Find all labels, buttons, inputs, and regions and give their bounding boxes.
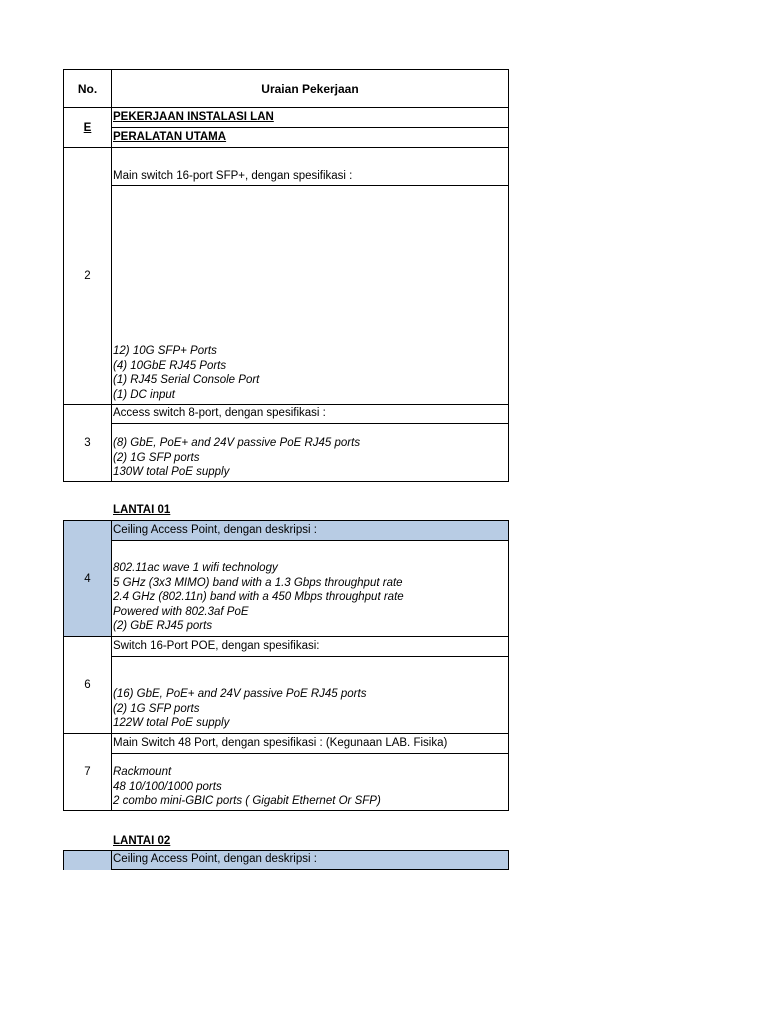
row4-no-cell [63,520,112,637]
section-code: E [83,121,92,134]
row8-title: Ceiling Access Point, dengan deskripsi : [113,853,317,865]
row8-no-cell [63,850,112,870]
row4-title: Ceiling Access Point, dengan deskripsi : [113,524,317,536]
row4-no: 4 [84,572,91,585]
row6-title: Switch 16-Port POE, dengan spesifikasi: [113,640,320,652]
row2-no-cell [63,147,112,405]
row3-spec-2: (2) 1G SFP ports [113,451,200,464]
row3-no: 3 [84,437,91,449]
row2-spec-3: (1) RJ45 Serial Console Port [113,374,260,386]
header-uraian-cell [111,69,509,108]
row3-no-cell [63,404,112,482]
row6-spec-1: (16) GbE, PoE+ and 24V passive PoE RJ45 ports [113,688,367,700]
row2-spec-2: (4) 10GbE RJ45 Ports [113,359,227,372]
row6-spec-3: 122W total PoE supply [113,717,230,729]
row6-no-cell [63,636,112,734]
header-uraian: Uraian Pekerjaan [261,81,359,96]
row7-spec-2: 48 10/100/1000 ports [113,780,222,793]
row7-no-cell [63,733,112,811]
section-subtitle: PERALATAN UTAMA [113,131,227,143]
row7-no: 7 [84,766,91,778]
row6-spec-2: (2) 1G SFP ports [113,702,200,715]
row4-spec-1: 802.11ac wave 1 wifi technology [113,562,278,574]
row3-title: Access switch 8-port, dengan spesifikasi : [113,407,326,419]
row4-spec-5: (2) GbE RJ45 ports [113,620,213,632]
section-title: PEKERJAAN INSTALASI LAN [113,111,274,123]
row2-no: 2 [84,270,91,282]
floor-label-01: LANTAI 01 [113,504,171,516]
row4-spec-2: 5 GHz (3x3 MIMO) band with a 1.3 Gbps throughput rate [113,576,403,589]
row7-title: Main Switch 48 Port, dengan spesifikasi : (Kegunaan LAB. Fisika) [113,737,448,749]
row3-spec-1: (8) GbE, PoE+ and 24V passive PoE RJ45 ports [113,437,361,449]
row4-spec-4: Powered with 802.3af PoE [113,605,249,618]
row2-spec-4: (1) DC input [113,388,175,401]
row3-spec-3: 130W total PoE supply [113,466,230,478]
header-no-cell [63,69,112,108]
section-code-cell [63,107,112,148]
row7-spec-3: 2 combo mini-GBIC ports ( Gigabit Ethernet Or SFP) [113,795,381,807]
row6-no: 6 [84,679,91,691]
row4-spec-3: 2.4 GHz (802.11n) band with a 450 Mbps throughput rate [113,591,404,603]
floor-label-02: LANTAI 02 [113,835,171,847]
header-no: No. [77,81,98,96]
row2-spec-1: 12) 10G SFP+ Ports [113,345,217,357]
row2-title: Main switch 16-port SFP+, dengan spesifikasi : [113,170,353,182]
row7-spec-1: Rackmount [113,766,172,778]
